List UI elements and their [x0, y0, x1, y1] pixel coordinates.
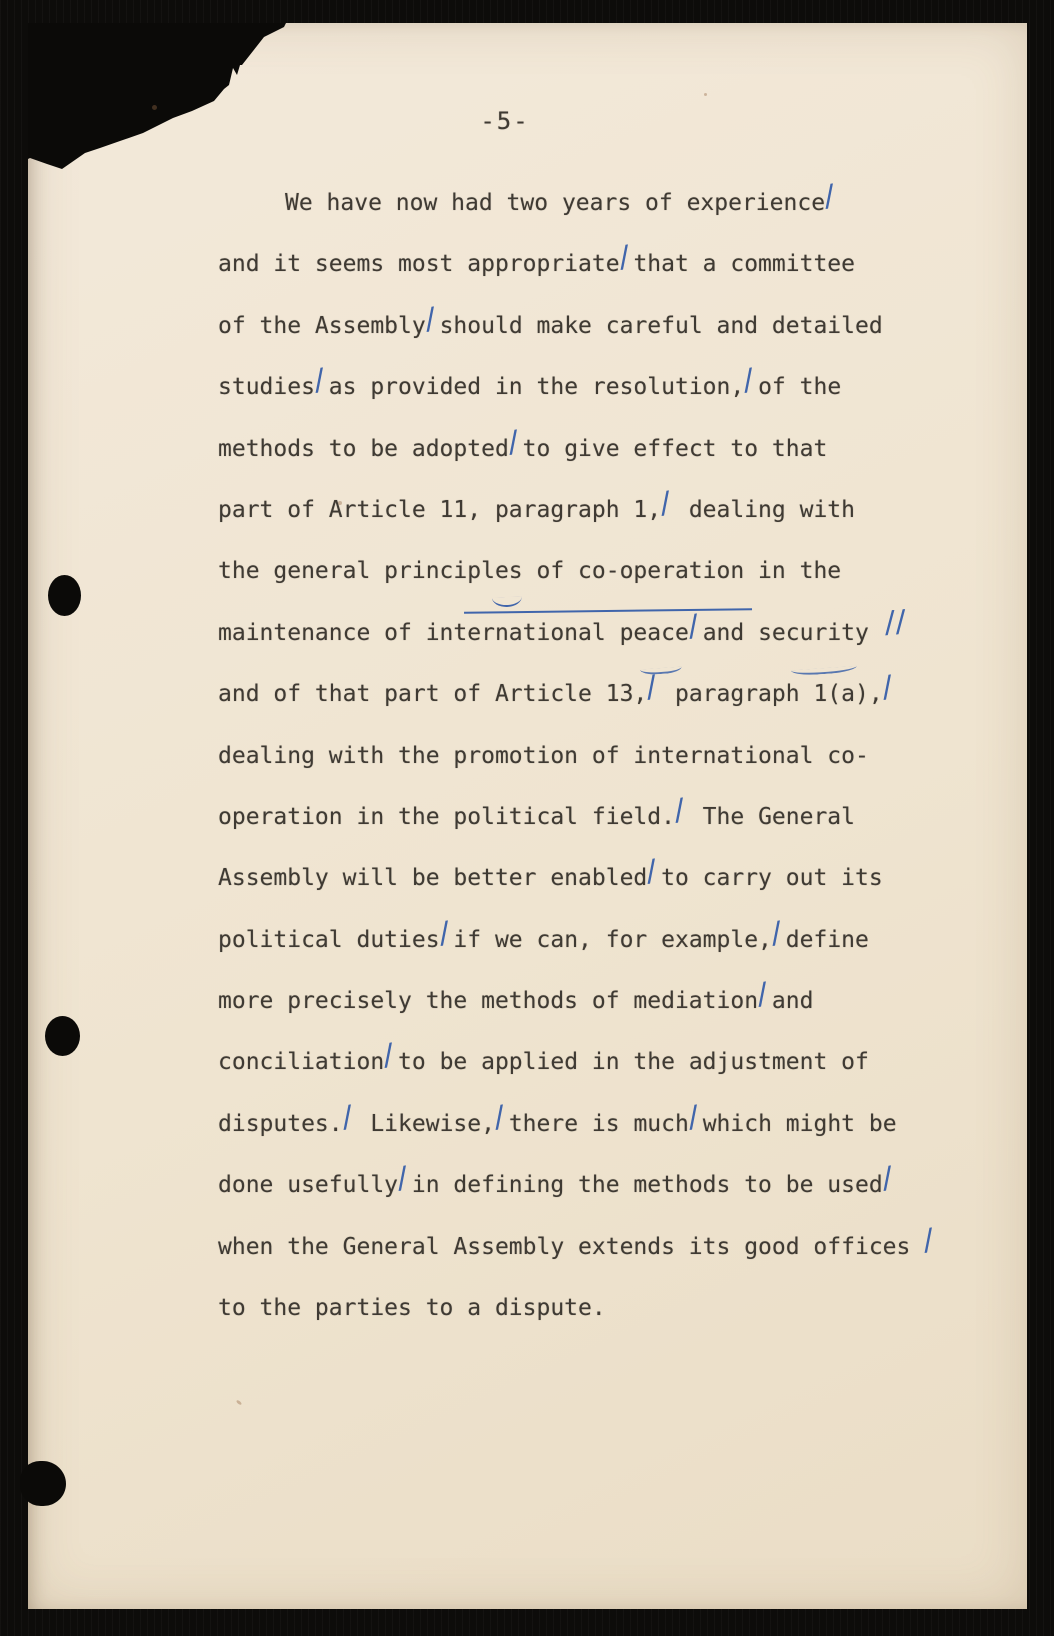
typed-text: Likewise, [356, 1110, 495, 1137]
ink-slash-mark: / [877, 670, 897, 706]
punch-hole [48, 575, 81, 616]
ink-slash-mark: / [489, 1099, 509, 1135]
typed-text: The General [688, 803, 855, 830]
ink-slash-mark: / [503, 424, 523, 460]
ink-slash-mark: / [434, 915, 454, 951]
ink-slash-mark: / [309, 363, 329, 399]
ink-double-slash-mark: // [881, 604, 906, 641]
typescript-line [218, 296, 1008, 357]
typed-text: disputes. [218, 1110, 343, 1137]
ink-slash-mark: / [669, 792, 689, 828]
typed-text: studies [218, 374, 315, 401]
typed-text: in defining the methods to be used [411, 1172, 883, 1199]
typescript-line [218, 664, 1008, 725]
typescript-line [218, 480, 1008, 541]
typed-text: to be applied in the adjustment of [398, 1049, 869, 1076]
typed-text: to give effect to that [522, 435, 828, 462]
typescript-line [218, 787, 1008, 848]
typed-text: as provided in the resolution, [328, 374, 745, 401]
typed-text: should make careful and detailed [439, 312, 883, 339]
punch-hole [45, 1016, 80, 1056]
typescript-line [218, 419, 1008, 480]
typed-text [869, 620, 883, 646]
ink-slash-mark: / [655, 486, 675, 522]
typed-text: operation in the political field. [218, 803, 675, 830]
ink-slash-mark: / [683, 1099, 703, 1135]
typed-text: and it seems most appropriate [218, 251, 620, 278]
ink-slash-mark: / [379, 1038, 398, 1074]
typed-text: and [702, 619, 759, 646]
typed-text: We have now had two years of experience [285, 190, 826, 216]
typed-text: define [785, 926, 869, 953]
paper-speck [236, 1399, 243, 1405]
typed-text: when the General Assembly extends its good offices [218, 1233, 925, 1260]
page-number: -5- [480, 107, 530, 135]
ink-slash-mark: / [392, 1161, 412, 1197]
ink-slash-mark: / [766, 915, 786, 951]
typed-text: maintenance of international [218, 619, 620, 646]
typed-text: dealing with [674, 496, 855, 523]
typescript-line [218, 1094, 1008, 1155]
typed-text: the general princi [218, 558, 468, 585]
ink-slash-mark: / [337, 1099, 357, 1135]
ink-underlined-text: ples of co-operation [467, 541, 744, 602]
paper-page [28, 23, 1027, 1609]
typescript-line [218, 357, 1008, 418]
typed-text: more precisely the methods of mediation [218, 988, 759, 1015]
ink-slash-mark: / [642, 670, 662, 706]
ink-slash-mark: / [919, 1222, 938, 1258]
ink-slash-mark: / [642, 854, 662, 890]
typed-text: conciliation [218, 1049, 385, 1076]
ink-dash-marked-text: security [758, 603, 869, 664]
ink-dash-marked-text: peace [620, 603, 689, 664]
typescript-line [218, 971, 1008, 1032]
torn-corner [28, 23, 308, 183]
typed-text: there is much [508, 1110, 689, 1137]
typed-text: of the Assembly [218, 312, 426, 339]
typed-text: and [771, 988, 814, 1015]
ink-slash-mark: / [420, 301, 440, 337]
typescript-line [218, 1217, 1008, 1278]
typed-text: paragraph 1(a), [661, 681, 883, 708]
ink-slash-mark: / [614, 240, 634, 276]
typescript-line [218, 1155, 1008, 1216]
typed-text: political duties [218, 926, 440, 953]
typescript-line [218, 848, 1008, 909]
typed-text: dealing with the promotion of international co- [218, 742, 869, 769]
paper-speck [152, 105, 157, 110]
typed-text: if we can, for example, [453, 926, 772, 953]
typed-text: part of Article 11, paragraph 1, [218, 496, 662, 523]
typed-text: which might be [702, 1110, 897, 1137]
typescript-line [218, 910, 1008, 971]
typed-text: methods to be adopted [218, 435, 509, 462]
typed-text: Assembly will be better enabled [218, 865, 648, 892]
paper-speck [704, 93, 707, 96]
typed-text: of the [758, 374, 842, 401]
typescript-line [218, 726, 1008, 787]
ink-slash-mark: / [752, 977, 772, 1013]
ink-slash-mark: / [819, 179, 839, 215]
typescript-line [218, 1278, 1008, 1339]
ink-slash-mark: / [877, 1161, 897, 1197]
typed-text: that a committee [633, 251, 855, 278]
typed-text: done usefully [218, 1172, 399, 1199]
typescript-body [218, 173, 1008, 1339]
punch-notch [20, 1461, 66, 1506]
typescript-line [218, 234, 1008, 295]
ink-slash-mark: / [683, 608, 703, 644]
ink-slash-mark: / [739, 363, 758, 399]
typed-text: to carry out its [661, 865, 883, 892]
typed-text: in the [744, 558, 842, 585]
typed-text: and of that part of Article 13, [218, 681, 648, 708]
typed-text: to the parties to a dispute. [218, 1295, 606, 1322]
